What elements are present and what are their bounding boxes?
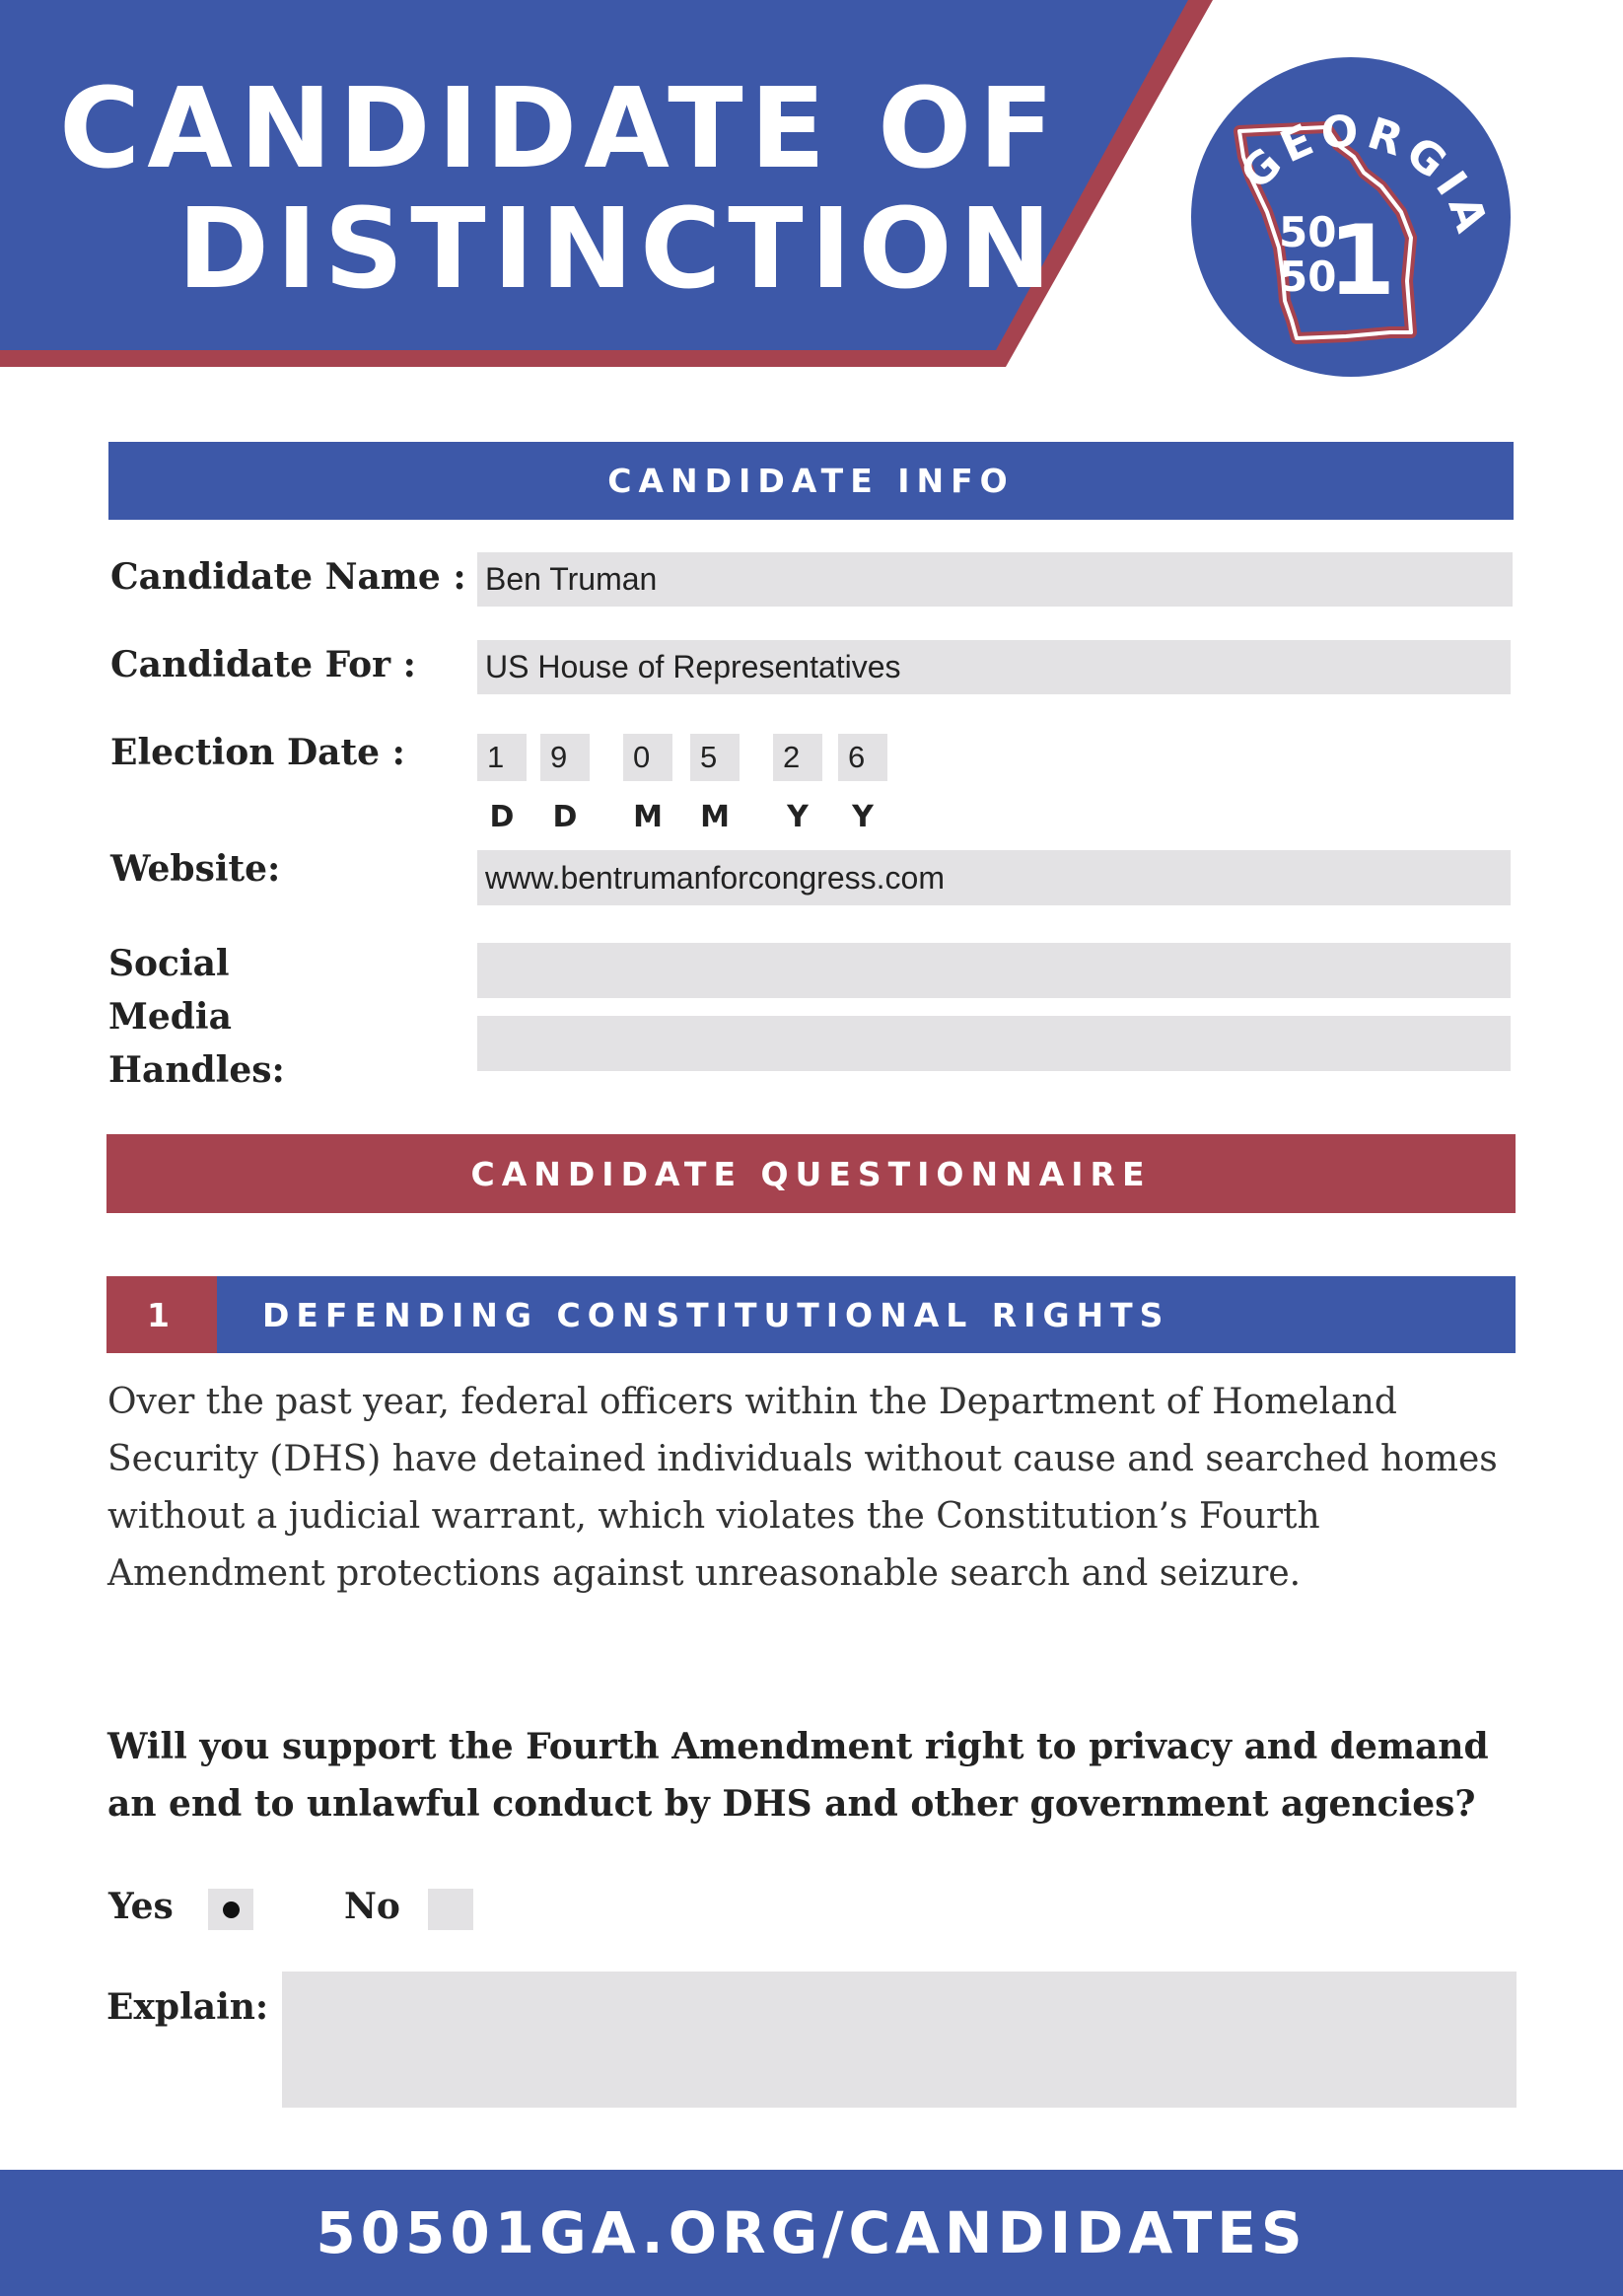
date-format-label: M [633,800,663,834]
election-date-month1[interactable]: 0 [623,734,672,781]
yes-checkbox[interactable] [208,1889,253,1930]
no-checkbox[interactable] [428,1889,473,1930]
candidate-for-label: Candidate For : [110,644,416,685]
date-format-label: Y [852,800,874,834]
election-date-year1[interactable]: 2 [773,734,822,781]
date-format-label: M [700,800,730,834]
no-label: No [344,1886,400,1927]
footer-url[interactable]: 50501GA.ORG/CANDIDATES [0,2170,1623,2296]
selected-dot-icon [223,1901,240,1918]
date-format-label: D [489,800,515,834]
seal-number-bottom: 50 [1279,252,1337,301]
question-title-bar: DEFENDING CONSTITUTIONAL RIGHTS [217,1276,1516,1353]
explain-label: Explain: [106,1986,269,2028]
candidate-name-label: Candidate Name : [110,556,466,598]
seal-state-text: GEORGIA [1231,106,1499,245]
election-date-year2[interactable]: 6 [838,734,887,781]
website-field[interactable]: www.bentrumanforcongress.com [477,850,1511,905]
election-date-month2[interactable]: 5 [690,734,740,781]
candidate-name-field[interactable]: Ben Truman [477,552,1513,607]
page-title-line1: CANDIDATE OF [59,65,1061,193]
candidate-for-field[interactable]: US House of Representatives [477,640,1511,694]
date-format-label: D [552,800,578,834]
social-media-field-2[interactable] [477,1016,1511,1071]
question-number-badge: 1 [106,1276,217,1353]
social-media-label: Social Media Handles: [108,943,285,1091]
election-date-label: Election Date : [110,732,405,773]
explain-field[interactable] [282,1972,1517,2108]
election-date-day2[interactable]: 9 [540,734,590,781]
yes-label: Yes [108,1886,174,1927]
date-format-label: Y [787,800,809,834]
social-media-field-1[interactable] [477,943,1511,998]
seal-number-top: 50 [1279,208,1337,256]
seal-number-big: 1 [1328,205,1396,318]
question-text: Will you support the Fourth Amendment right to privacy and demand an end to unlawful conduct by DHS and other government agencies? [107,1726,1489,1825]
georgia-50501-seal [1188,54,1514,380]
question-context-paragraph: Over the past year, federal officers within the Department of Homeland Security (DHS) have detained individuals without cause and searched homes without a judicial warrant, which violates the Constitution’s Fourth Amendment protections against unreasonable search and seizure. [107,1382,1498,1594]
election-date-day1[interactable]: 1 [477,734,527,781]
website-label: Website: [110,848,281,890]
questionnaire-heading: CANDIDATE QUESTIONNAIRE [106,1134,1516,1213]
page-title-line2: DISTINCTION [177,185,1059,314]
candidate-info-heading: CANDIDATE INFO [108,442,1514,520]
